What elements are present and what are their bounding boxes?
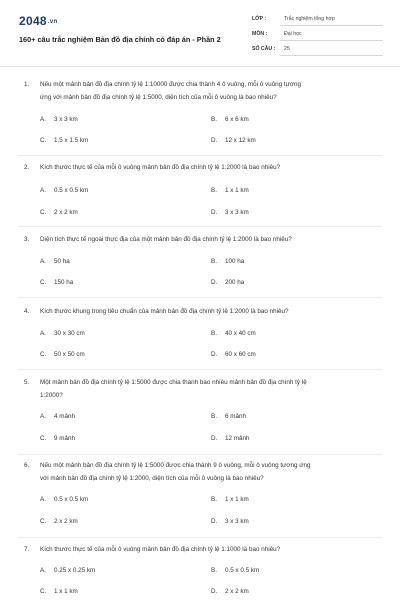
option-b[interactable]	[211, 413, 246, 420]
option-letter: D.	[211, 209, 218, 216]
question-text	[24, 306, 384, 319]
site-logo[interactable]	[19, 14, 57, 28]
option-text: 40 x 40 cm	[225, 330, 256, 337]
option-text: 200 ha	[225, 279, 245, 286]
option-a[interactable]	[40, 116, 78, 123]
option-a[interactable]	[40, 187, 88, 194]
question-line-1: Kích thước thực tế của mỗi ô vuông mảnh bản đồ địa chính tỷ lệ 1:2000 là bao nhiêu?	[40, 164, 281, 171]
option-letter: A.	[40, 496, 46, 503]
option-text: 50 x 50 cm	[54, 351, 85, 358]
option-letter: A.	[40, 258, 46, 265]
meta-value: 25	[284, 46, 290, 52]
question-number: 3.	[24, 236, 30, 243]
question-line-1: Nếu một mảnh bản đồ địa chính tỷ lệ 1:10000 được chia thành 4 ô vuông, mỗi ô vuông tương	[40, 81, 302, 88]
option-letter: A.	[40, 116, 46, 123]
option-d[interactable]	[211, 588, 249, 595]
option-text: 2 x 2 km	[54, 209, 78, 216]
option-d[interactable]	[211, 518, 249, 525]
option-text: 1 x 1 km	[225, 496, 249, 503]
brand-name: 2048	[19, 14, 47, 28]
meta-key: LỚP :	[252, 16, 267, 22]
option-letter: B.	[211, 496, 217, 503]
option-letter: B.	[211, 330, 217, 337]
option-a[interactable]	[40, 567, 95, 574]
option-letter: C.	[40, 279, 47, 286]
option-text: 0.25 x 0.25 km	[54, 567, 96, 574]
option-text: 1 x 1 km	[54, 588, 78, 595]
option-c[interactable]	[40, 137, 88, 144]
option-letter: D.	[211, 435, 218, 442]
option-text: 0.5 x 0.5 km	[225, 567, 260, 574]
question-number: 2.	[24, 164, 30, 171]
question-divider	[18, 537, 382, 538]
option-b[interactable]	[211, 187, 249, 194]
document-header	[0, 0, 400, 66]
meta-key: MÔN :	[252, 31, 268, 37]
question-line-1: Kích thước khung trong tiêu chuẩn của mảnh bản đồ địa chính tỷ lệ 1:2000 là bao nhiêu?	[40, 308, 289, 315]
question-text	[24, 162, 384, 175]
question-text	[24, 79, 384, 104]
option-text: 0.5 x 0.5 km	[54, 496, 89, 503]
meta-underline	[280, 40, 383, 41]
option-letter: A.	[40, 567, 46, 574]
option-text: 50 ha	[54, 258, 70, 265]
option-c[interactable]	[40, 351, 85, 358]
brand-suffix: .vn	[47, 18, 58, 25]
option-d[interactable]	[211, 279, 244, 286]
question-line-1: Một mảnh bản đồ địa chính tỷ lệ 1:5000 được chia thành bao nhiêu mảnh bản đồ địa chính tỷ lệ	[40, 379, 307, 386]
option-text: 6 x 6 km	[225, 116, 249, 123]
question-line-2: 1:2000?	[40, 391, 63, 399]
option-letter: C.	[40, 588, 47, 595]
question-divider	[18, 155, 382, 156]
meta-value: Đại học	[284, 31, 302, 37]
question-line-1: Nếu một mảnh bản đồ địa chính tỷ lệ 1:5000 được chia thành 9 ô vuông, mỗi ô vuông tương ứng	[40, 462, 311, 469]
question-divider	[18, 369, 382, 370]
question-divider	[18, 454, 382, 455]
option-text: 100 ha	[225, 258, 245, 265]
option-letter: B.	[211, 567, 217, 574]
option-b[interactable]	[211, 567, 259, 574]
option-c[interactable]	[40, 209, 78, 216]
question-text	[24, 544, 384, 557]
question-number: 4.	[24, 308, 30, 315]
question-number: 7.	[24, 546, 30, 553]
option-d[interactable]	[211, 137, 256, 144]
meta-class	[252, 16, 382, 22]
option-b[interactable]	[211, 116, 249, 123]
question-line-1: Diện tích thực tế ngoài thực địa của một mảnh bản đồ địa chính tỷ lệ 1:2000 là bao nhiêu?	[40, 236, 292, 243]
document-title: 160+ câu trắc nghiệm Bản đồ địa chính có đáp án - Phần 2	[19, 35, 221, 44]
option-a[interactable]	[40, 330, 85, 337]
option-letter: C.	[40, 435, 47, 442]
option-letter: B.	[211, 413, 217, 420]
option-b[interactable]	[211, 258, 244, 265]
option-letter: D.	[211, 518, 218, 525]
question-text	[24, 377, 384, 402]
meta-subject	[252, 31, 382, 37]
option-d[interactable]	[211, 435, 250, 442]
option-letter: C.	[40, 209, 47, 216]
meta-question-count	[252, 46, 382, 52]
meta-value: Trắc nghiệm tổng hợp	[284, 16, 335, 22]
question-text	[24, 234, 384, 247]
option-a[interactable]	[40, 496, 88, 503]
option-letter: D.	[211, 351, 218, 358]
option-letter: D.	[211, 588, 218, 595]
question-line-1: Kích thước thực tế của mỗi ô vuông mảnh bản đồ địa chính tỷ lệ 1:1000 là bao nhiêu?	[40, 546, 281, 553]
meta-underline	[280, 55, 383, 56]
meta-underline	[280, 25, 383, 26]
option-d[interactable]	[211, 351, 256, 358]
option-text: 1.5 x 1.5 km	[54, 137, 89, 144]
option-letter: C.	[40, 351, 47, 358]
option-text: 12 mảnh	[225, 435, 250, 442]
option-text: 3 x 3 km	[225, 209, 249, 216]
option-text: 12 x 12 km	[225, 137, 256, 144]
option-letter: C.	[40, 518, 47, 525]
option-text: 1 x 1 km	[225, 187, 249, 194]
question-number: 1.	[24, 81, 30, 88]
option-text: 6 mảnh	[225, 413, 247, 420]
question-line-2: với mảnh bản đồ địa chính tỷ lệ 1:2000, diện tích của mỗi ô vuông là bao nhiêu?	[40, 474, 264, 482]
option-letter: B.	[211, 258, 217, 265]
option-letter: B.	[211, 187, 217, 194]
question-number: 5.	[24, 379, 30, 386]
option-text: 150 ha	[54, 279, 74, 286]
option-letter: A.	[40, 330, 46, 337]
option-text: 2 x 2 km	[54, 518, 78, 525]
question-number: 6.	[24, 462, 30, 469]
option-d[interactable]	[211, 209, 249, 216]
option-letter: B.	[211, 116, 217, 123]
option-letter: D.	[211, 279, 218, 286]
option-a[interactable]	[40, 413, 75, 420]
question-divider	[18, 226, 382, 227]
option-text: 9 mảnh	[54, 435, 76, 442]
option-c[interactable]	[40, 435, 75, 442]
meta-key: SỐ CÂU :	[252, 46, 276, 52]
header-divider	[0, 66, 400, 67]
option-c[interactable]	[40, 588, 78, 595]
option-c[interactable]	[40, 279, 73, 286]
option-b[interactable]	[211, 330, 256, 337]
option-b[interactable]	[211, 496, 249, 503]
question-line-2: ứng với mảnh bản đồ địa chính tỷ lệ 1:5000, diện tích của mỗi ô vuông là bao nhiêu?	[40, 93, 277, 101]
option-letter: D.	[211, 137, 218, 144]
option-text: 2 x 2 km	[225, 588, 249, 595]
question-text	[24, 460, 384, 485]
option-text: 30 x 30 cm	[54, 330, 85, 337]
option-letter: C.	[40, 137, 47, 144]
option-text: 3 x 3 km	[54, 116, 78, 123]
option-text: 60 x 60 cm	[225, 351, 256, 358]
option-text: 4 mảnh	[54, 413, 76, 420]
option-letter: A.	[40, 187, 46, 194]
option-text: 0.5 x 0.5 km	[54, 187, 89, 194]
option-c[interactable]	[40, 518, 78, 525]
option-letter: A.	[40, 413, 46, 420]
option-a[interactable]	[40, 258, 70, 265]
question-divider	[18, 297, 382, 298]
option-text: 3 x 3 km	[225, 518, 249, 525]
